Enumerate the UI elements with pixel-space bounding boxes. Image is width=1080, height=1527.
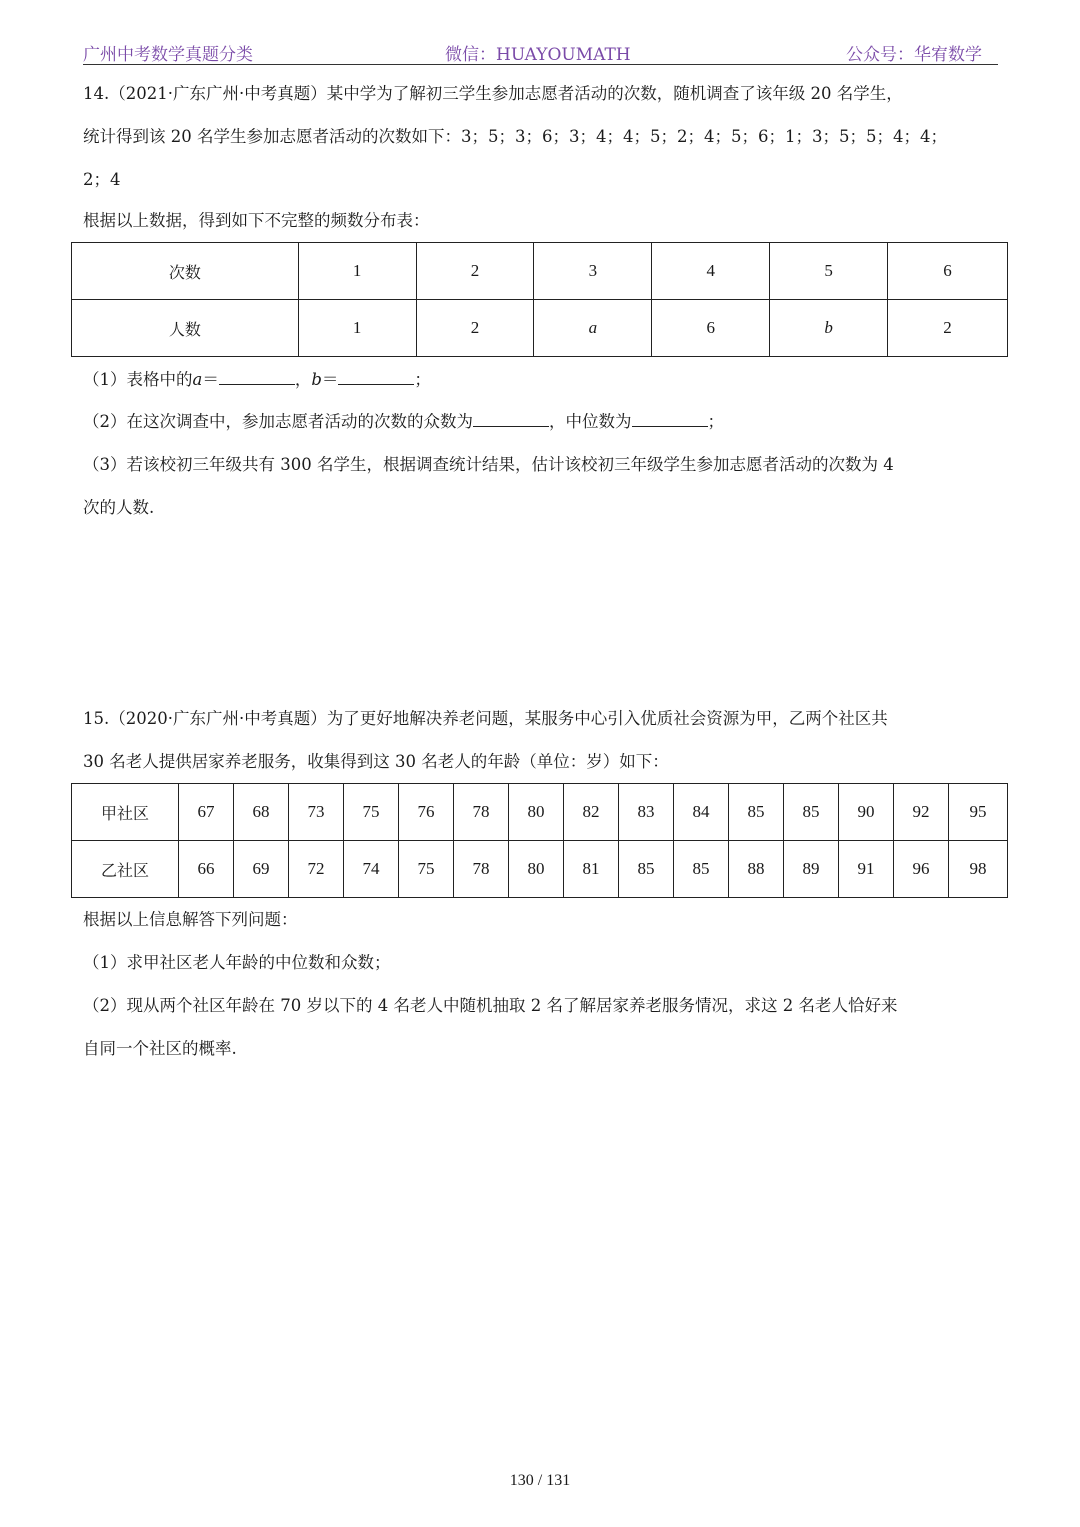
- header-public-account: 公众号：华宥数学: [846, 45, 982, 65]
- table-cell: 74: [344, 841, 399, 898]
- sub2-text-median: ，中位数为: [549, 412, 632, 431]
- table-cell: 甲社区: [72, 784, 179, 841]
- table-cell: 80: [509, 784, 564, 841]
- table-cell: 75: [399, 841, 454, 898]
- table-cell: 乙社区: [72, 841, 179, 898]
- table-cell: 85: [729, 784, 784, 841]
- table-cell: 91: [839, 841, 894, 898]
- table-cell: 2: [416, 300, 534, 357]
- table-cell: 2: [416, 243, 534, 300]
- end-mark: ；: [414, 370, 431, 389]
- table-cell: 75: [344, 784, 399, 841]
- q14-subquestion-3-line-2: 次的人数.: [83, 498, 155, 517]
- table-cell: 72: [289, 841, 344, 898]
- table-cell: 92: [894, 784, 949, 841]
- table-cell: 81: [564, 841, 619, 898]
- var-b: b: [311, 370, 322, 389]
- table-cell: 89: [784, 841, 839, 898]
- table-cell: 人数: [72, 300, 299, 357]
- table-cell: 5: [770, 243, 888, 300]
- table-cell: 69: [234, 841, 289, 898]
- separator: ，: [294, 370, 312, 389]
- answer-blank: [338, 370, 414, 385]
- q14-line-3: 2；4: [83, 170, 121, 189]
- q15-subquestion-2-line-2: 自同一个社区的概率.: [83, 1039, 237, 1058]
- q14-line-1: 14.（2021·广东广州·中考真题）某中学为了解初三学生参加志愿者活动的次数，随机调查了该年级 20 名学生，: [83, 84, 903, 103]
- page-header: [83, 38, 998, 65]
- table-row: [72, 243, 1008, 300]
- table-cell: 1: [298, 243, 416, 300]
- q15-instruction: 根据以上信息解答下列问题：: [83, 910, 298, 929]
- q14-table-intro: 根据以上数据，得到如下不完整的频数分布表：: [83, 211, 430, 230]
- header-wechat: 微信：HUAYOUMATH: [445, 45, 631, 65]
- var-a: a: [192, 370, 203, 389]
- table-cell: 76: [399, 784, 454, 841]
- table-cell: 2: [888, 300, 1008, 357]
- table-cell: 4: [652, 243, 770, 300]
- table-cell: 95: [949, 784, 1008, 841]
- table-cell: 82: [564, 784, 619, 841]
- page-number: 130 / 131: [509, 1472, 571, 1489]
- sub1-text: （1）表格中的: [83, 370, 193, 389]
- q15-subquestion-2-line-1: （2）现从两个社区年龄在 70 岁以下的 4 名老人中随机抽取 2 名了解居家养老服务情况，求这 2 名老人恰好来: [83, 996, 898, 1015]
- sub2-text: （2）在这次调查中，参加志愿者活动的次数的众数为: [83, 412, 473, 431]
- table-cell: 83: [619, 784, 674, 841]
- table-cell: 1: [298, 300, 416, 357]
- table-cell: 90: [839, 784, 894, 841]
- answer-blank: [632, 412, 708, 427]
- table-cell: 80: [509, 841, 564, 898]
- q14-frequency-table: [71, 242, 1008, 357]
- table-cell: 78: [454, 841, 509, 898]
- table-cell: 85: [619, 841, 674, 898]
- q15-subquestion-1: （1）求甲社区老人年龄的中位数和众数；: [83, 953, 391, 972]
- table-cell: 78: [454, 784, 509, 841]
- table-cell: 6: [652, 300, 770, 357]
- table-cell: 84: [674, 784, 729, 841]
- table-cell: b: [770, 300, 888, 357]
- q15-age-table: [71, 783, 1008, 898]
- q14-subquestion-1: [83, 358, 1003, 401]
- q14-line-2: 统计得到该 20 名学生参加志愿者活动的次数如下：3；5；3；6；3；4；4；5；2；4；5；6；1；3；5；5；4；4；: [83, 127, 947, 146]
- table-cell: 67: [179, 784, 234, 841]
- header-left-title: 广州中考数学真题分类: [83, 45, 253, 65]
- table-cell: 73: [289, 784, 344, 841]
- table-cell: 68: [234, 784, 289, 841]
- q14-subquestion-2: [83, 400, 1003, 443]
- q15-line-1: 15.（2020·广东广州·中考真题）为了更好地解决养老问题，某服务中心引入优质社会资源为甲，乙两个社区共: [83, 709, 888, 728]
- equals: ＝: [202, 370, 219, 389]
- table-cell: 次数: [72, 243, 299, 300]
- table-row: [72, 841, 1008, 898]
- answer-blank: [473, 412, 549, 427]
- table-row: [72, 300, 1008, 357]
- q15-line-2: 30 名老人提供居家养老服务，收集得到这 30 名老人的年龄（单位：岁）如下：: [83, 752, 669, 771]
- end-mark: ；: [707, 412, 724, 431]
- table-cell: 98: [949, 841, 1008, 898]
- table-cell: 3: [534, 243, 652, 300]
- table-cell: a: [534, 300, 652, 357]
- table-cell: 88: [729, 841, 784, 898]
- table-row: [72, 784, 1008, 841]
- table-cell: 96: [894, 841, 949, 898]
- equals: ＝: [321, 370, 339, 389]
- table-cell: 85: [784, 784, 839, 841]
- q14-subquestion-3-line-1: （3）若该校初三年级共有 300 名学生，根据调查统计结果，估计该校初三年级学生参加志愿者活动的次数为 4: [83, 455, 894, 474]
- table-cell: 66: [179, 841, 234, 898]
- table-cell: 6: [888, 243, 1008, 300]
- table-cell: 85: [674, 841, 729, 898]
- answer-blank: [219, 370, 295, 385]
